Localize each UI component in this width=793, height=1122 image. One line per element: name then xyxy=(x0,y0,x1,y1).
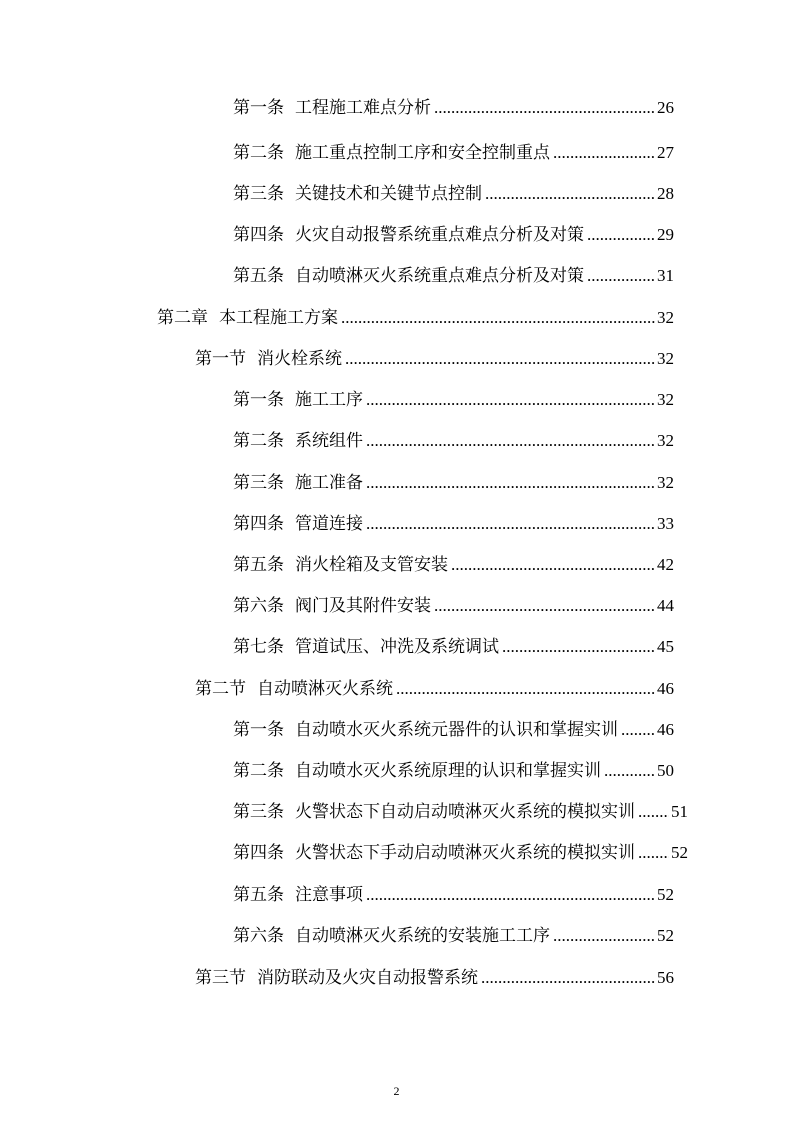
toc-entry-page: 33 xyxy=(657,514,674,533)
toc-entry-page: 56 xyxy=(657,968,674,987)
toc-entry-title: 注意事项 xyxy=(295,885,363,905)
toc-entry xyxy=(233,595,674,617)
toc-entry-title: 管道连接 xyxy=(295,514,363,534)
toc-entry-number: 第一条 xyxy=(233,98,284,118)
toc-entry xyxy=(233,97,674,119)
toc-entry-title: 管道试压、冲洗及系统调试 xyxy=(295,637,499,657)
toc-entry-number: 第五条 xyxy=(233,555,284,575)
toc-dot-leader xyxy=(396,678,655,700)
toc-entry xyxy=(233,389,674,411)
toc-entry xyxy=(233,760,674,782)
toc-entry-title: 消火栓系统 xyxy=(257,349,342,369)
toc-entry-page: 28 xyxy=(657,184,674,203)
toc-entry-page: 50 xyxy=(657,761,674,780)
toc-dot-leader xyxy=(604,760,655,782)
toc-dot-leader xyxy=(638,842,669,864)
toc-entry-page: 27 xyxy=(657,143,674,162)
toc-entry-title: 消火栓箱及支管安装 xyxy=(295,555,448,575)
toc-entry-number: 第四条 xyxy=(233,843,284,863)
toc-entry-title: 自动喷淋灭火系统的安装施工工序 xyxy=(295,926,550,946)
toc-entry-page: 52 xyxy=(657,885,674,904)
toc-entry-page: 52 xyxy=(657,926,674,945)
toc-entry-page: 32 xyxy=(657,349,674,368)
toc-entry-title: 工程施工难点分析 xyxy=(295,98,431,118)
toc-entry-number: 第六条 xyxy=(233,926,284,946)
toc-entry-title: 施工工序 xyxy=(295,390,363,410)
toc-entry xyxy=(233,224,674,246)
toc-entry-number: 第二条 xyxy=(233,143,284,163)
toc-dot-leader xyxy=(366,389,655,411)
toc-entry-number: 第五条 xyxy=(233,266,284,286)
toc-entry-title: 自动喷淋灭火系统 xyxy=(257,679,393,699)
toc-entry xyxy=(233,265,674,287)
toc-entry xyxy=(233,513,674,535)
toc-entry-page: 32 xyxy=(657,390,674,409)
toc-entry-number: 第一条 xyxy=(233,720,284,740)
toc-entry-title: 自动喷水灭火系统元器件的认识和掌握实训 xyxy=(295,720,618,740)
toc-entry-page: 32 xyxy=(657,431,674,450)
toc-entry-page: 44 xyxy=(657,596,674,615)
toc-entry-page: 31 xyxy=(657,266,674,285)
toc-dot-leader xyxy=(481,967,655,989)
toc-entry xyxy=(233,142,674,164)
toc-entry-number: 第三条 xyxy=(233,802,284,822)
toc-dot-leader xyxy=(366,472,655,494)
toc-dot-leader xyxy=(621,719,655,741)
toc-entry-title: 阀门及其附件安装 xyxy=(295,596,431,616)
toc-entry-page: 52 xyxy=(671,843,688,862)
toc-entry-title: 关键技术和关键节点控制 xyxy=(295,184,482,204)
toc-dot-leader xyxy=(345,348,655,370)
toc-entry-number: 第一节 xyxy=(195,349,246,369)
toc-entry-title: 自动喷淋灭火系统重点难点分析及对策 xyxy=(295,266,584,286)
toc-chapter-entry xyxy=(157,307,674,329)
toc-entry-number: 第三节 xyxy=(195,968,246,988)
toc-dot-leader xyxy=(341,307,655,329)
toc-entry-number: 第四条 xyxy=(233,225,284,245)
toc-entry-number: 第三条 xyxy=(233,184,284,204)
toc-entry-title: 本工程施工方案 xyxy=(219,308,338,328)
toc-entry-title: 火灾自动报警系统重点难点分析及对策 xyxy=(295,225,584,245)
toc-dot-leader xyxy=(366,884,655,906)
toc-entry-number: 第六条 xyxy=(233,596,284,616)
toc-dot-leader xyxy=(502,636,655,658)
toc-entry xyxy=(233,925,674,947)
toc-dot-leader xyxy=(638,801,669,823)
toc-dot-leader xyxy=(366,430,655,452)
toc-entry-page: 32 xyxy=(657,308,674,327)
toc-entry-number: 第二条 xyxy=(233,431,284,451)
toc-entry xyxy=(233,554,674,576)
toc-dot-leader xyxy=(366,513,655,535)
toc-entry-title: 火警状态下自动启动喷淋灭火系统的模拟实训 xyxy=(295,802,635,822)
toc-entry-title: 系统组件 xyxy=(295,431,363,451)
toc-entry xyxy=(233,430,674,452)
toc-dot-leader xyxy=(434,97,655,119)
toc-entry-page: 46 xyxy=(657,679,674,698)
toc-entry-number: 第二章 xyxy=(157,308,208,328)
toc-entry-number: 第四条 xyxy=(233,514,284,534)
toc-entry-page: 46 xyxy=(657,720,674,739)
toc-entry-number: 第五条 xyxy=(233,885,284,905)
toc-section-entry xyxy=(195,967,674,989)
toc-entry xyxy=(233,636,674,658)
toc-entry-page: 32 xyxy=(657,473,674,492)
toc-entry-page: 29 xyxy=(657,225,674,244)
toc-dot-leader xyxy=(553,142,655,164)
toc-dot-leader xyxy=(485,183,655,205)
toc-entry-title: 火警状态下手动启动喷淋灭火系统的模拟实训 xyxy=(295,843,635,863)
toc-entry-title: 消防联动及火灾自动报警系统 xyxy=(257,968,478,988)
toc-entry xyxy=(233,842,688,864)
toc-dot-leader xyxy=(587,224,655,246)
toc-entry-title: 施工重点控制工序和安全控制重点 xyxy=(295,143,550,163)
toc-entry xyxy=(233,719,674,741)
toc-dot-leader xyxy=(553,925,655,947)
toc-entry-number: 第二条 xyxy=(233,761,284,781)
toc-entry-page: 45 xyxy=(657,637,674,656)
page-number: 2 xyxy=(393,1084,400,1098)
toc-entry-number: 第三条 xyxy=(233,473,284,493)
toc-dot-leader xyxy=(451,554,655,576)
toc-entry xyxy=(233,183,674,205)
toc-dot-leader xyxy=(587,265,655,287)
toc-entry-title: 施工准备 xyxy=(295,473,363,493)
toc-section-entry xyxy=(195,348,674,370)
toc-entry xyxy=(233,801,688,823)
toc-entry-title: 自动喷水灭火系统原理的认识和掌握实训 xyxy=(295,761,601,781)
toc-entry-number: 第二节 xyxy=(195,679,246,699)
toc-dot-leader xyxy=(434,595,655,617)
toc-entry-page: 42 xyxy=(657,555,674,574)
toc-entry xyxy=(233,472,674,494)
toc-entry-page: 26 xyxy=(657,98,674,117)
toc-entry xyxy=(233,884,674,906)
toc-entry-number: 第一条 xyxy=(233,390,284,410)
toc-section-entry xyxy=(195,678,674,700)
toc-entry-page: 51 xyxy=(671,802,688,821)
toc-entry-number: 第七条 xyxy=(233,637,284,657)
